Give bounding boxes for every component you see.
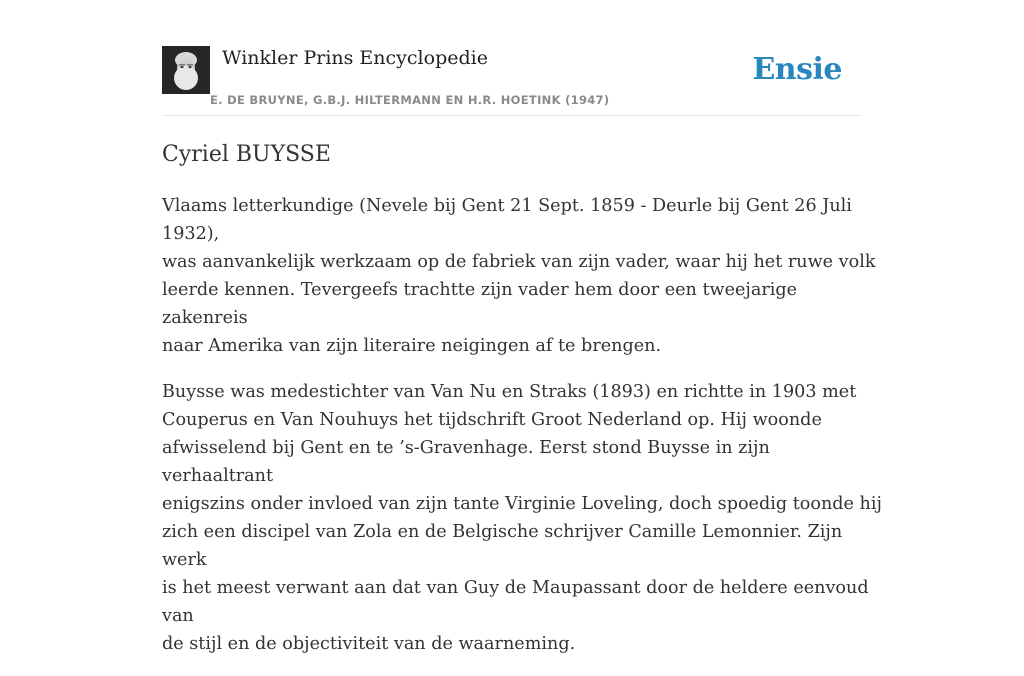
text-line: zich een discipel van Zola en de Belgische schrijver Camille Lemonnier. Zijn werk: [162, 522, 843, 570]
text-line: afwisselend bij Gent en te ’s-Gravenhage. Eerst stond Buysse in zijn verhaaltrant: [162, 438, 770, 486]
ensie-logo[interactable]: Ensie: [752, 52, 842, 87]
paragraph: [162, 378, 882, 658]
article-title: Cyriel BUYSSE: [162, 142, 331, 167]
publication-header: [162, 46, 862, 116]
text-line: leerde kennen. Tevergeefs trachtte zijn vader hem door een tweejarige zakenreis: [162, 280, 798, 328]
publication-authors: E. DE BRUYNE, G.B.J. HILTERMANN EN H.R. HOETINK (1947): [210, 93, 610, 107]
text-line: is het meest verwant aan dat van Guy de Maupassant door de heldere eenvoud van: [162, 578, 869, 626]
text-line: de stijl en de objectiviteit van de waarneming.: [162, 634, 576, 654]
paragraph: [162, 192, 882, 360]
author-avatar[interactable]: [162, 46, 210, 94]
text-line: enigszins onder invloed van zijn tante Virginie Loveling, doch spoedig toonde hij: [162, 494, 882, 514]
portrait-image: [162, 46, 210, 94]
text-line: naar Amerika van zijn literaire neigingen af te brengen.: [162, 336, 662, 356]
text-line: Couperus en Van Nouhuys het tijdschrift Groot Nederland op. Hij woonde: [162, 410, 822, 430]
text-line: Vlaams letterkundige (Nevele bij Gent 21 Sept. 1859 - Deurle bij Gent 26 Juli 1932),: [162, 196, 852, 244]
text-line: was aanvankelijk werkzaam op de fabriek van zijn vader, waar hij het ruwe volk: [162, 252, 876, 272]
article-body: [162, 192, 882, 676]
publication-title[interactable]: Winkler Prins Encyclopedie: [222, 47, 488, 69]
text-line: Buysse was medestichter van Van Nu en Straks (1893) en richtte in 1903 met: [162, 382, 857, 402]
